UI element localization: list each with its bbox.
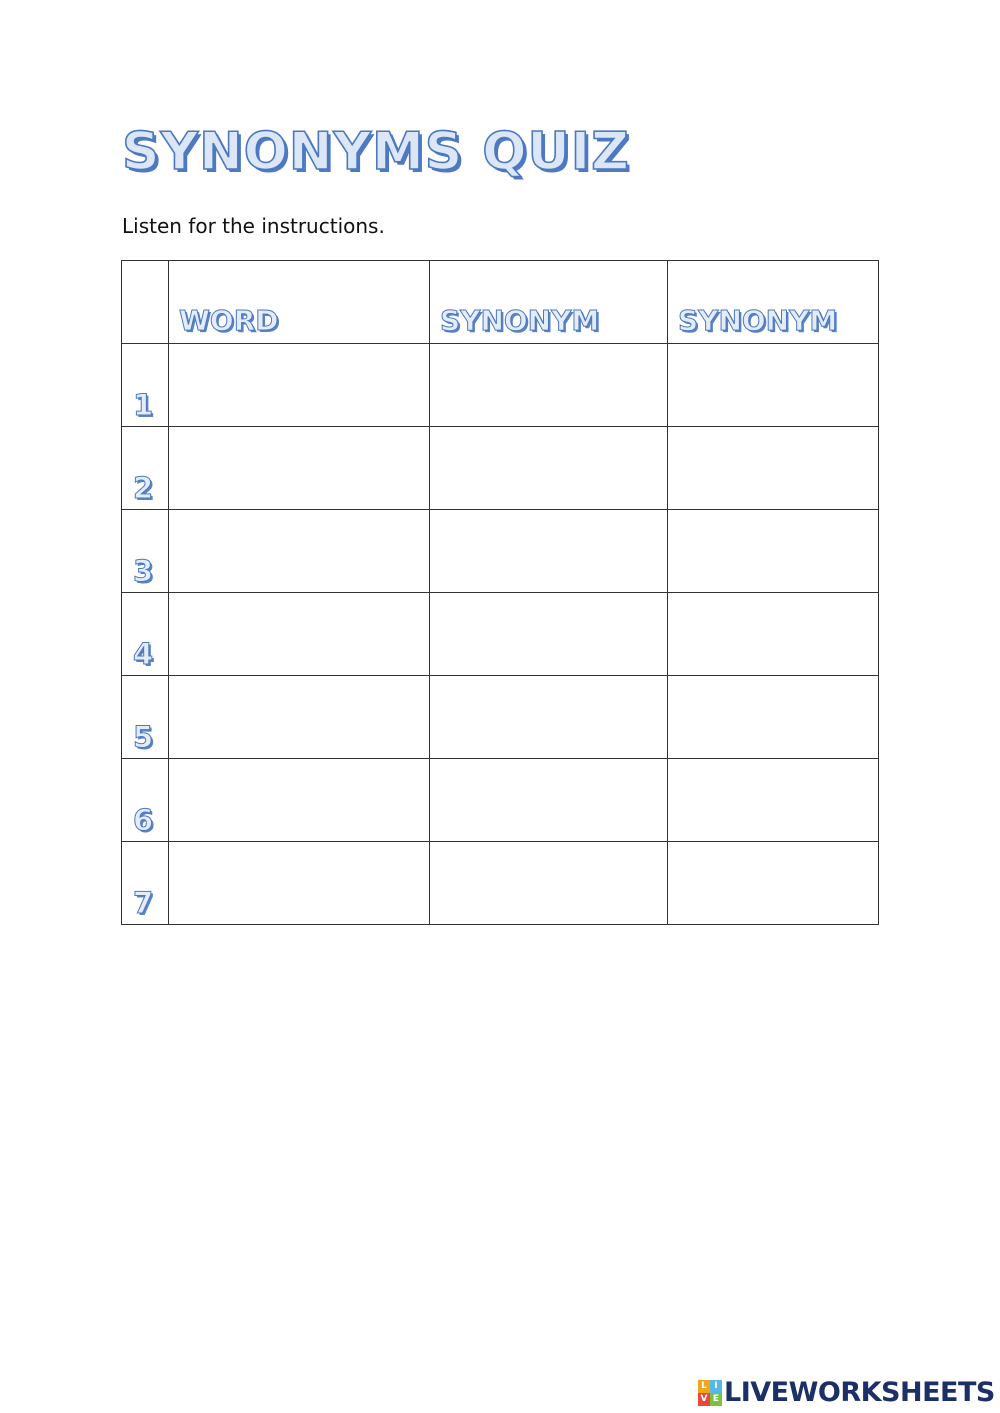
row-number-cell	[122, 759, 169, 842]
logo-text: LIVEWORKSHEETS	[724, 1377, 995, 1408]
synonym-1-answer-cell[interactable]	[430, 510, 668, 593]
table-row	[122, 759, 879, 842]
synonym-2-answer-cell[interactable]	[668, 510, 879, 593]
number-column-header	[122, 261, 169, 344]
row-number: 3	[133, 554, 154, 588]
synonym-2-answer-cell[interactable]	[668, 593, 879, 676]
synonym-1-answer-cell[interactable]	[430, 842, 668, 925]
word-column-header	[169, 261, 430, 344]
row-number: 5	[133, 720, 154, 754]
row-number-cell	[122, 510, 169, 593]
table-row	[122, 510, 879, 593]
word-answer-cell[interactable]	[169, 427, 430, 510]
row-number: 2	[133, 471, 154, 505]
row-number-cell	[122, 676, 169, 759]
synonyms-table	[121, 260, 879, 925]
table-row	[122, 344, 879, 427]
word-column-header-label: WORD	[179, 304, 279, 337]
table-row	[122, 676, 879, 759]
word-answer-cell[interactable]	[169, 593, 430, 676]
liveworksheets-logo	[698, 1378, 995, 1408]
instructions-text: Listen for the instructions.	[122, 214, 385, 238]
logo-icon-letter-v: V	[698, 1393, 710, 1406]
synonym-2-answer-cell[interactable]	[668, 759, 879, 842]
table-row	[122, 427, 879, 510]
table-header-row	[122, 261, 879, 344]
row-number-cell	[122, 842, 169, 925]
synonym-1-answer-cell[interactable]	[430, 676, 668, 759]
synonym-2-answer-cell[interactable]	[668, 676, 879, 759]
row-number: 6	[133, 803, 154, 837]
synonym-1-answer-cell[interactable]	[430, 427, 668, 510]
logo-icon-letter-e: E	[710, 1393, 722, 1406]
synonym-1-column-header	[430, 261, 668, 344]
liveworksheets-logo-icon	[698, 1380, 722, 1406]
word-answer-cell[interactable]	[169, 676, 430, 759]
synonym-2-answer-cell[interactable]	[668, 842, 879, 925]
synonym-1-column-header-label: SYNONYM	[440, 304, 600, 337]
row-number: 1	[133, 388, 154, 422]
row-number-cell	[122, 427, 169, 510]
synonym-2-answer-cell[interactable]	[668, 344, 879, 427]
row-number: 4	[133, 637, 154, 671]
synonym-2-answer-cell[interactable]	[668, 427, 879, 510]
synonym-2-column-header	[668, 261, 879, 344]
row-number-cell	[122, 344, 169, 427]
row-number: 7	[133, 886, 154, 920]
word-answer-cell[interactable]	[169, 842, 430, 925]
page-title: SYNONYMS QUIZ	[122, 122, 630, 182]
table-row	[122, 842, 879, 925]
word-answer-cell[interactable]	[169, 759, 430, 842]
logo-icon-letter-l: L	[698, 1380, 710, 1393]
word-answer-cell[interactable]	[169, 344, 430, 427]
synonym-1-answer-cell[interactable]	[430, 344, 668, 427]
synonym-2-column-header-label: SYNONYM	[678, 304, 838, 337]
number-column-header-label	[122, 335, 168, 343]
logo-icon-letter-i: I	[710, 1380, 722, 1393]
row-number-cell	[122, 593, 169, 676]
synonym-1-answer-cell[interactable]	[430, 593, 668, 676]
word-answer-cell[interactable]	[169, 510, 430, 593]
synonym-1-answer-cell[interactable]	[430, 759, 668, 842]
table-row	[122, 593, 879, 676]
